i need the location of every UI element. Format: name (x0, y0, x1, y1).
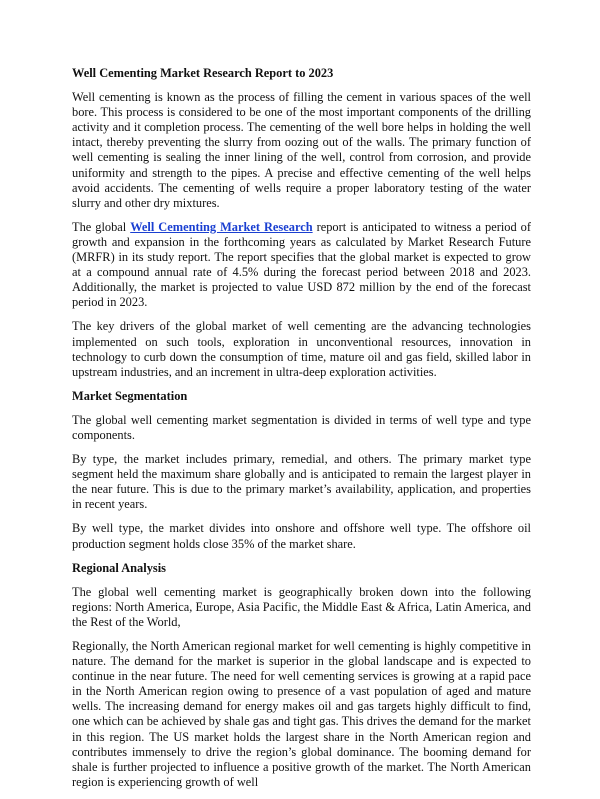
regional-na-paragraph: Regionally, the North American regional market for well cementing is highly competitive in nature. The demand for the market is superior in the global landscape and is expected to continue in the near future. The need for well cementing services is growing at a rapid pace in the North American region owing to presence of a vast population of aged and mature wells. The increasing demand for energy makes oil and gas targets highly difficult to find, one which can be achieved by shale gas and tight gas. This drives the demand for the market in this region. The US market holds the largest share in the North American region and contributes immensely to drive the region’s global dominance. The booming demand for shale is further projected to influence a positive growth of the market. The North American region is experiencing growth of well (72, 639, 531, 789)
drivers-paragraph: The key drivers of the global market of well cementing are the advancing technologies implemented on such tools, exploration in unconventional resources, innovation in technology to curb down the consumption of time, mature oil and gas field, skilled labor in upstream industries, and an increment in ultra-deep exploration activities. (72, 319, 531, 379)
document-title: Well Cementing Market Research Report to 2023 (72, 66, 334, 80)
report-link[interactable]: Well Cementing Market Research (130, 219, 313, 234)
report-paragraph-body: report is anticipated to witness a period of growth and expansion in the forthcoming years as calculated by Market Research Future (MRFR) in its study report. The report specifies that the global market is expected to grow at a compound annual rate of 4.5% during the forecast period between 2018 and 2023. Additionally, the market is projected to value USD 872 million by the end of the forecast period in 2023. (72, 219, 531, 310)
segmentation-heading: Market Segmentation (72, 388, 188, 403)
segmentation-intro-paragraph: The global well cementing market segmentation is divided in terms of well type and type components. (72, 412, 531, 442)
regional-heading: Regional Analysis (72, 560, 166, 575)
report-paragraph-lead: The global (72, 219, 131, 234)
intro-paragraph: Well cementing is known as the process of filling the cement in various spaces of the well bore. This process is considered to be one of the most important components of the drilling activity and it completion process. The cementing of the well bore helps in holding the well intact, thereby preventing the slurry from oozing out of the walls. The primary function of well cementing is sealing the inner lining of the well, control from corrosion, and provide uniformity and strength to the pipes. A precise and effective cementing of the well helps avoid accidents. The cementing of wells require a proper laboratory testing of the water slurry and other dry mixtures. (72, 90, 531, 210)
document-page (72, 66, 531, 799)
segmentation-type-paragraph: By type, the market includes primary, remedial, and others. The primary market type segment held the maximum share globally and is anticipated to remain the largest player in the near future. This is due to the primary market’s availability, application, and properties in recent years. (72, 452, 531, 512)
segmentation-well-paragraph: By well type, the market divides into onshore and offshore well type. The offshore oil production segment holds close 35% of the market share. (72, 521, 531, 551)
report-paragraph (72, 220, 531, 311)
regional-intro-paragraph: The global well cementing market is geographically broken down into the following regions: North America, Europe, Asia Pacific, the Middle East & Africa, Latin America, and the Rest of the World, (72, 584, 531, 629)
